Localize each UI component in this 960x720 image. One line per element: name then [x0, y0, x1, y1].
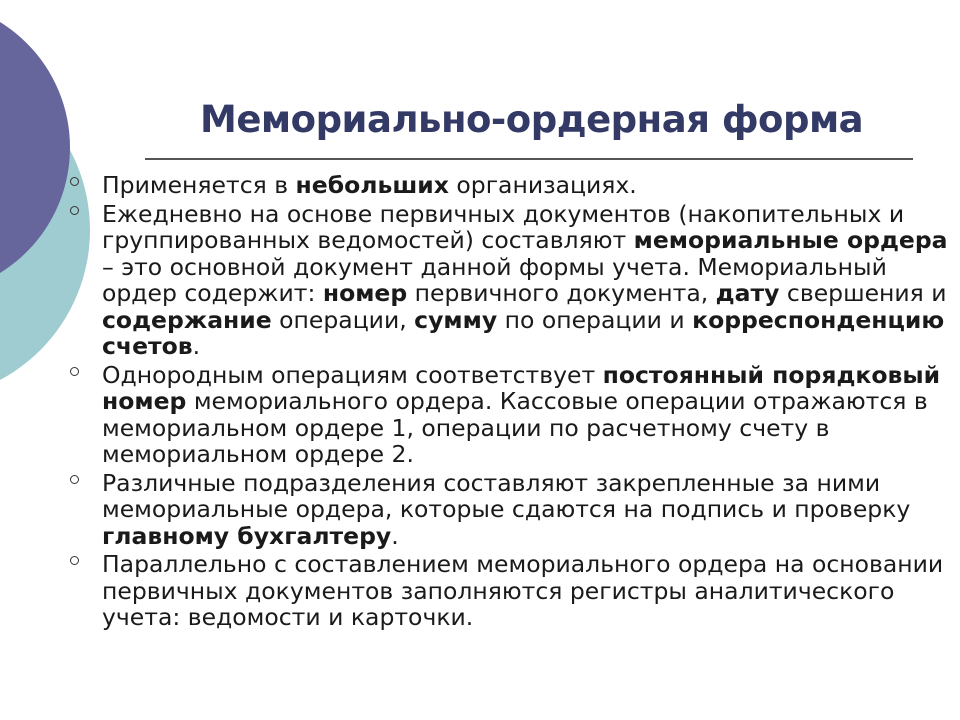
bold-phrase: постоянный порядковый номер — [102, 360, 941, 415]
bullet-text — [102, 469, 910, 550]
bullet-circle-icon — [70, 475, 79, 484]
text-run: Ежедневно на основе первичных документов (накопительных и группированных ведомостей) составляют — [102, 199, 905, 254]
bullet-circle-icon — [70, 206, 79, 215]
slide-title: Мемориально-ордерная форма — [200, 98, 864, 141]
text-run: свершения и — [779, 279, 947, 307]
bullet-text — [102, 200, 948, 361]
text-run: первичного документа, — [407, 279, 716, 307]
bullet-text — [102, 550, 943, 631]
bullet-circle-icon — [70, 177, 79, 186]
bullet-item — [70, 551, 950, 631]
bullet-item — [70, 470, 950, 550]
text-run: операции, — [271, 305, 415, 334]
bullet-circle-icon — [70, 556, 79, 565]
text-run: . — [391, 521, 399, 550]
text-run: . — [192, 332, 201, 360]
bold-phrase: содержание — [102, 305, 272, 334]
bullet-list — [70, 172, 950, 633]
bullet-circle-icon — [70, 367, 79, 376]
bullet-item — [70, 362, 950, 468]
text-run: организациях. — [448, 171, 637, 199]
title-underline — [145, 158, 913, 160]
text-run: по операции и — [497, 305, 693, 334]
bold-phrase: дату — [715, 279, 780, 307]
bold-phrase: корреспонденцию счетов — [102, 305, 945, 360]
bold-phrase: главному бухгалтеру — [102, 521, 392, 550]
bullet-item — [70, 201, 950, 360]
bold-phrase: номер — [322, 279, 408, 307]
text-run: – это основной документ данной формы учета. Мемориальный ордер содержит: — [102, 252, 887, 307]
bold-phrase: сумму — [414, 305, 498, 334]
bold-phrase: мемориальные ордера — [633, 226, 948, 254]
bullet-text — [102, 171, 637, 199]
bullet-text — [102, 361, 940, 469]
text-run: Различные подразделения составляют закрепленные за ними мемориальные ордера, которые сдаются на подпись и проверку — [102, 468, 911, 523]
text-run: Однородным операциям соответствует — [102, 360, 603, 389]
text-run: мемориального ордера. Кассовые операции отражаются в мемориальном ордере 1, операции по расчетному счету в мемориальном ордере 2. — [102, 387, 928, 468]
bullet-item — [70, 172, 950, 199]
text-run: Применяется в — [102, 171, 296, 199]
text-run: Параллельно с составлением мемориального ордера на основании первичных документов заполняются регистры аналитического учета: ведомости и карточки. — [102, 550, 944, 631]
bold-phrase: небольших — [295, 171, 449, 199]
